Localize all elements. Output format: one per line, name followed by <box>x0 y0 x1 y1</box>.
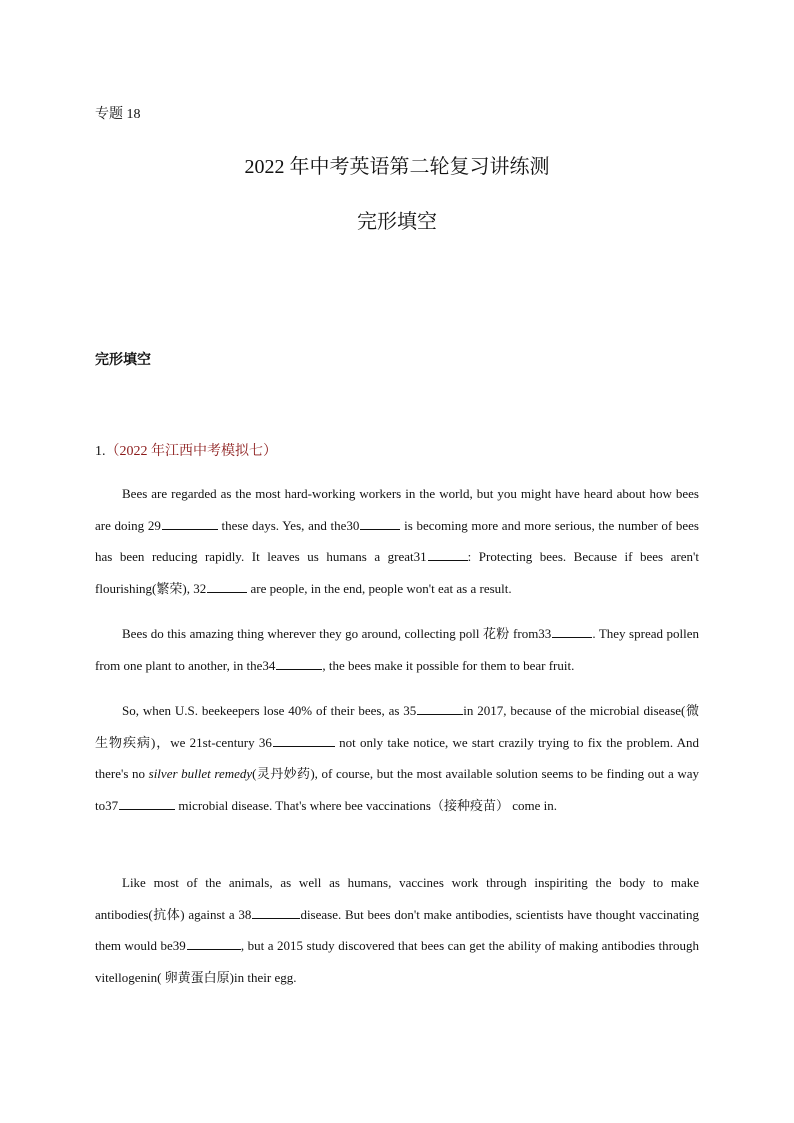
text-segment: : Protecting bees. Because if bees aren't flourishing(繁荣), 32 <box>95 549 699 596</box>
text-segment: microbial disease. That's where bee vaccinations（接种疫苗） come in. <box>175 797 558 813</box>
question-number: 1. <box>95 444 106 459</box>
text-segment: Like most of the animals, as well as humans, vaccines work through inspiriting the body to make antibodies(抗体) against a 38 <box>95 875 699 922</box>
text-segment: are people, in the end, people won't eat as a result. <box>247 580 512 596</box>
text-segment: So, when U.S. beekeepers lose 40% of their bees, as 35 <box>122 703 417 718</box>
section-heading: 完形填空 <box>95 352 151 368</box>
blank-35 <box>417 702 463 715</box>
blank-29 <box>162 517 218 530</box>
blank-30 <box>360 517 400 530</box>
blank-38 <box>252 906 300 919</box>
passage-paragraph-2 <box>95 618 699 681</box>
text-segment: in 2017, because of the microbial disease(微生物疾病)，we 21st-century 36 <box>95 703 699 750</box>
question-header <box>95 440 277 460</box>
blank-31 <box>428 548 468 561</box>
italic-phrase: silver bullet remedy <box>148 766 253 781</box>
text-segment: , but a 2015 study discovered that bees can get the ability of making antibodies through vitellogenin( 卵黄蛋白原)in their egg. <box>95 938 699 985</box>
topic-label: 专题 18 <box>95 107 141 122</box>
text-segment: disease. But bees don't make antibodies, scientists have thought vaccinating them would be39 <box>95 906 699 953</box>
text-segment: Bees are regarded as the most hard-working workers in the world, but you might have heard about how bees are doing 29 <box>95 486 699 533</box>
text-segment: . They spread pollen from one plant to another, in the34 <box>95 626 699 673</box>
text-segment: is becoming more and more serious, the number of bees has been reducing rapidly. It leaves us humans a great31 <box>95 517 699 564</box>
blank-32 <box>207 580 247 593</box>
blank-36 <box>273 734 335 747</box>
blank-39 <box>187 937 241 950</box>
blank-33 <box>552 625 592 638</box>
blank-34 <box>276 657 322 670</box>
page-subtitle: 完形填空 <box>357 211 437 233</box>
text-segment: , the bees make it possible for them to bear fruit. <box>322 657 575 673</box>
question-source: （2022 年江西中考模拟七） <box>105 444 277 459</box>
passage-paragraph-1 <box>95 478 699 604</box>
text-segment: Bees do this amazing thing wherever they go around, collecting poll 花粉 from33 <box>122 626 552 641</box>
text-segment: (灵丹妙药), of course, but the most available solution seems to be finding out a way to37 <box>95 766 700 813</box>
text-segment: not only take notice, we start crazily trying to fix the problem. And there's no <box>95 734 699 781</box>
passage-paragraph-3 <box>95 695 699 821</box>
blank-37 <box>119 797 175 810</box>
text-segment: these days. Yes, and the30 <box>217 517 360 533</box>
page-title: 2022 年中考英语第二轮复习讲练测 <box>244 156 550 178</box>
passage-paragraph-4 <box>95 867 699 993</box>
